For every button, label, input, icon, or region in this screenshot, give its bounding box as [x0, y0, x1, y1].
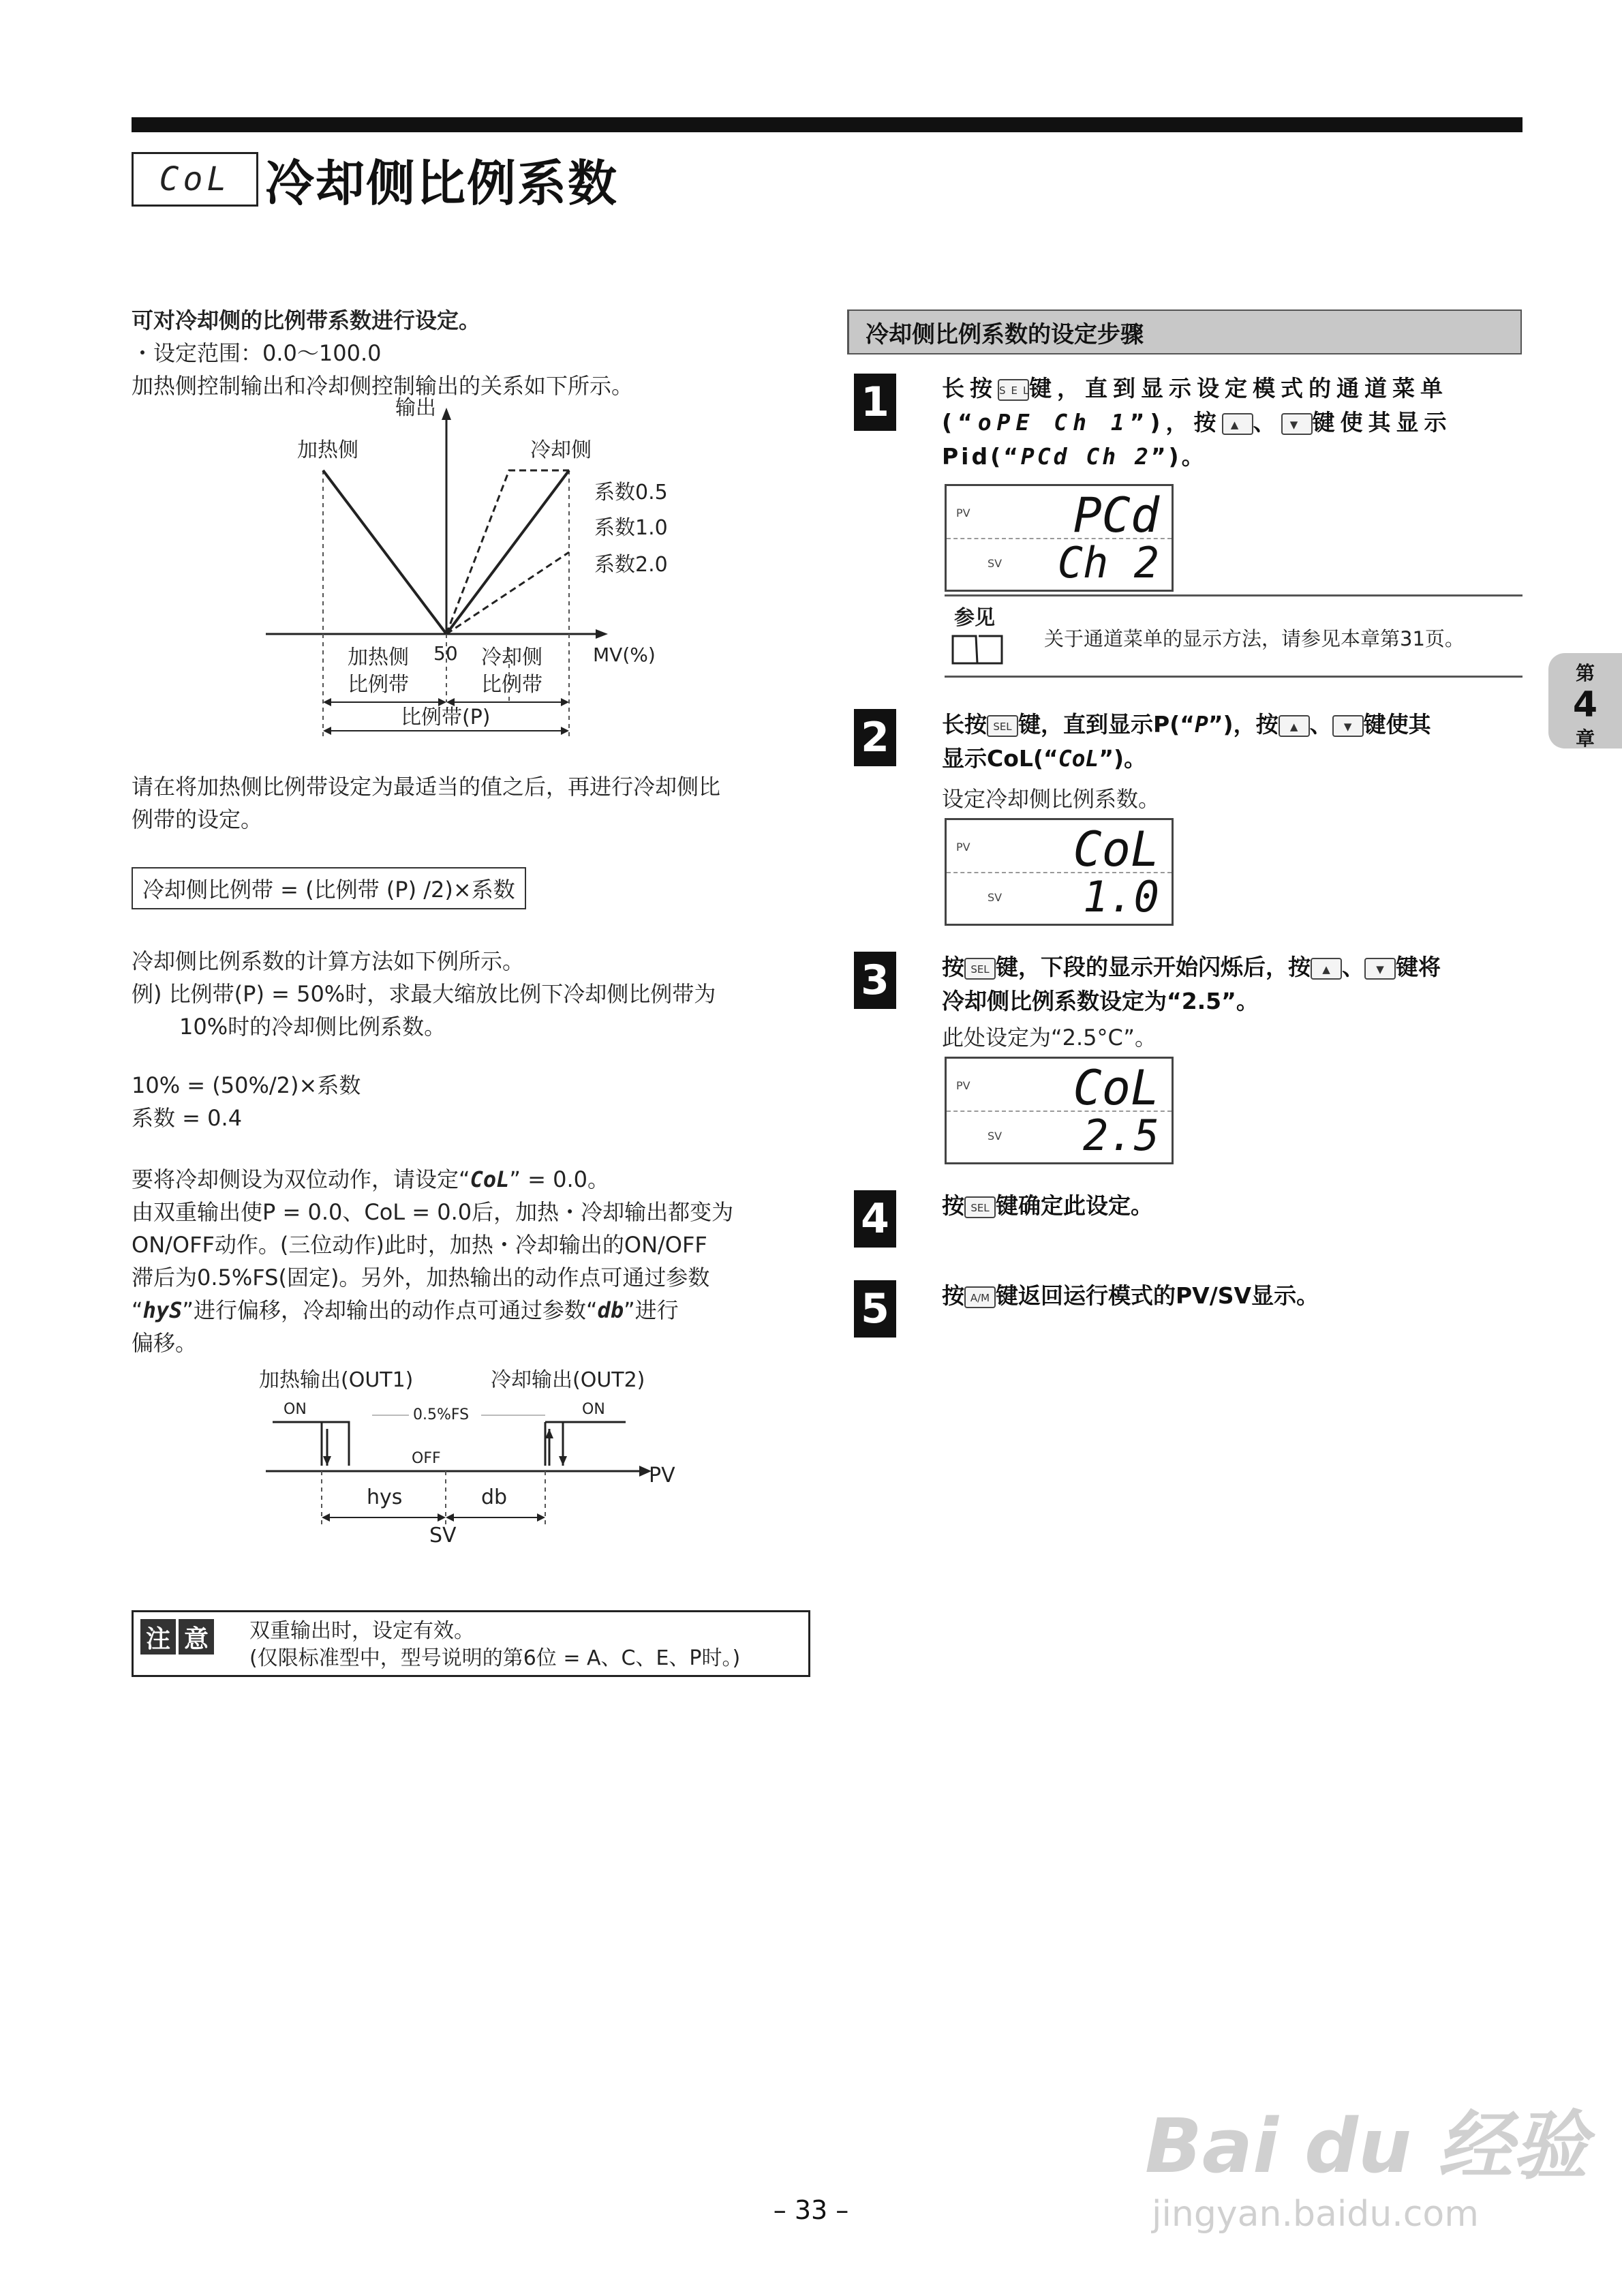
step-1-text: 长按 SEL键，直到显示设定模式的通道菜单 (“oPE Ch 1”)，按 ▲ 、 ▼ 键使其显示 Pid(“PCd Ch 2”)。 — [942, 375, 1452, 470]
step-2-lcd: PV CoL SV 1.0 — [945, 818, 1174, 926]
heat-out-label: 加热输出(OUT1) — [259, 1368, 414, 1392]
mv-label: MV(%) — [593, 644, 656, 666]
step-4-number: 4 — [854, 1190, 896, 1248]
cool-band-label-1: 冷却侧 — [481, 646, 542, 669]
heat-band-label-2: 比例带 — [348, 673, 409, 697]
cool-out-label: 冷却输出(OUT2) — [491, 1368, 645, 1392]
cooling-side-label: 冷却侧 — [530, 438, 592, 462]
on-right-label: ON — [582, 1401, 605, 1418]
heat-band-label-1: 加热侧 — [348, 646, 409, 669]
chapter-tab: 第 4 章 — [1548, 653, 1622, 749]
formula-box: 冷却侧比例带 = (比例带 (P) /2)×系数 — [132, 867, 526, 909]
page-number: – 33 – — [773, 2195, 849, 2225]
reference-title: 参见 — [954, 606, 995, 630]
step-2-subtext: 设定冷却侧比例系数。 — [942, 786, 1161, 812]
coef-10-label: 系数1.0 — [594, 516, 668, 540]
on-left-label: ON — [284, 1401, 307, 1418]
watermark-brand: Bai du 经验 — [1145, 2102, 1588, 2190]
reference-text: 关于通道菜单的显示方法，请参见本章第31页。 — [1044, 627, 1465, 650]
off-label: OFF — [412, 1450, 441, 1467]
sel-key-icon: SEL — [987, 715, 1018, 737]
total-band-label: 比例带(P) — [401, 706, 491, 729]
step-5-number: 5 — [854, 1280, 896, 1338]
title-text: 冷却侧比例系数 — [265, 155, 619, 212]
equation-text: 10% = (50%/2)×系数 系数 = 0.4 — [132, 1072, 361, 1131]
sel-key-icon: SEL — [964, 958, 996, 980]
watermark-url: jingyan.baidu.com — [1152, 2194, 1479, 2235]
step-3-number: 3 — [854, 952, 896, 1009]
note-text: 双重输出时，设定有效。 (仅限标准型中，型号说明的第6位 = A、C、E、P时。) — [249, 1619, 741, 1670]
heating-side-label: 加热侧 — [297, 438, 358, 462]
sel-key-icon: SEL — [998, 379, 1029, 401]
procedure-header: 冷却侧比例系数的设定步骤 — [847, 309, 1522, 354]
blinking-value: 2.5 — [1083, 1111, 1159, 1160]
onoff-text: 要将冷却侧设为双位动作，请设定“CoL” = 0.0。 由双重输出使P = 0.0、CoL = 0.0后，加热・冷却输出都变为 ON/OFF动作。(三位动作)此时，加热・冷却输出的ON/OFF 滞后为0.5%FS(固定)。另外，加热输出的动作点可通过参数 “hyS”进行偏移，冷却输出的动作点可通过参数“db”进行 偏移。 — [132, 1166, 734, 1356]
sv-label: SV — [429, 1524, 457, 1547]
sel-key-icon: SEL — [964, 1196, 996, 1218]
coef-20-label: 系数2.0 — [594, 553, 668, 577]
note-badge-1: 注 — [140, 1619, 176, 1655]
header-rule — [132, 117, 1522, 132]
page-title — [132, 149, 618, 210]
watermark — [1145, 2086, 1587, 2235]
step-3-lcd: PV CoL SV 2.5 — [945, 1057, 1174, 1164]
step-3-subtext: 此处设定为“2.5°C”。 — [942, 1025, 1157, 1051]
title-lcd-code: CoL — [132, 152, 258, 207]
onoff-output-graph — [259, 1363, 695, 1547]
hys-label: hys — [367, 1485, 403, 1509]
up-key-icon: ▲ — [1279, 715, 1310, 737]
advice-text: 请在将加热侧比例带设定为最适当的值之后，再进行冷却侧比 例带的设定。 — [132, 774, 721, 832]
down-key-icon: ▼ — [1281, 413, 1313, 435]
coef-05-label: 系数0.5 — [594, 481, 668, 504]
cool-band-label-2: 比例带 — [481, 673, 542, 697]
step-1-lcd: PV PCd SV Ch 2 — [945, 484, 1174, 592]
am-key-icon: A/M — [964, 1286, 996, 1308]
reference-box — [945, 594, 1522, 678]
up-key-icon: ▲ — [1311, 958, 1342, 980]
db-label: db — [481, 1485, 508, 1509]
center-label: 50 — [433, 642, 458, 665]
down-key-icon: ▼ — [1364, 958, 1396, 980]
book-icon — [950, 632, 1005, 667]
intro-text: 可对冷却侧的比例带系数进行设定。 ・设定范围：0.0～100.0 加热侧控制输出和冷却侧控制输出的关系如下所示。 — [132, 307, 634, 399]
cooling-coefficient-graph — [259, 395, 695, 750]
step-2-number: 2 — [854, 709, 896, 766]
note-badge-2: 意 — [179, 1619, 214, 1655]
output-label: 输出 — [395, 396, 436, 420]
down-key-icon: ▼ — [1332, 715, 1364, 737]
up-key-icon: ▲ — [1222, 413, 1253, 435]
step-3-text: 按 SEL 键，下段的显示开始闪烁后，按 ▲ 、 ▼ 键将 冷却侧比例系数设定为“2.5”。 — [942, 954, 1441, 1014]
calc-text: 冷却侧比例系数的计算方法如下例所示。 例) 比例带(P) = 50%时，求最大缩放比例下冷却侧比例带为 10%时的冷却侧比例系数。 — [132, 948, 716, 1040]
note-box — [132, 1610, 810, 1677]
hyst-label: 0.5%FS — [413, 1406, 470, 1423]
step-2-text: 长按 SEL 键，直到显示P(“P”)，按 ▲ 、 ▼ 键使其 显示CoL(“CoL”)。 — [942, 711, 1431, 772]
step-5-text: 按 A/M 键返回运行模式的PV/SV显示。 — [942, 1282, 1319, 1309]
pv-axis-label: PV — [649, 1464, 675, 1487]
step-4-text: 按 SEL 键确定此设定。 — [942, 1192, 1153, 1219]
step-1-number: 1 — [854, 374, 896, 431]
